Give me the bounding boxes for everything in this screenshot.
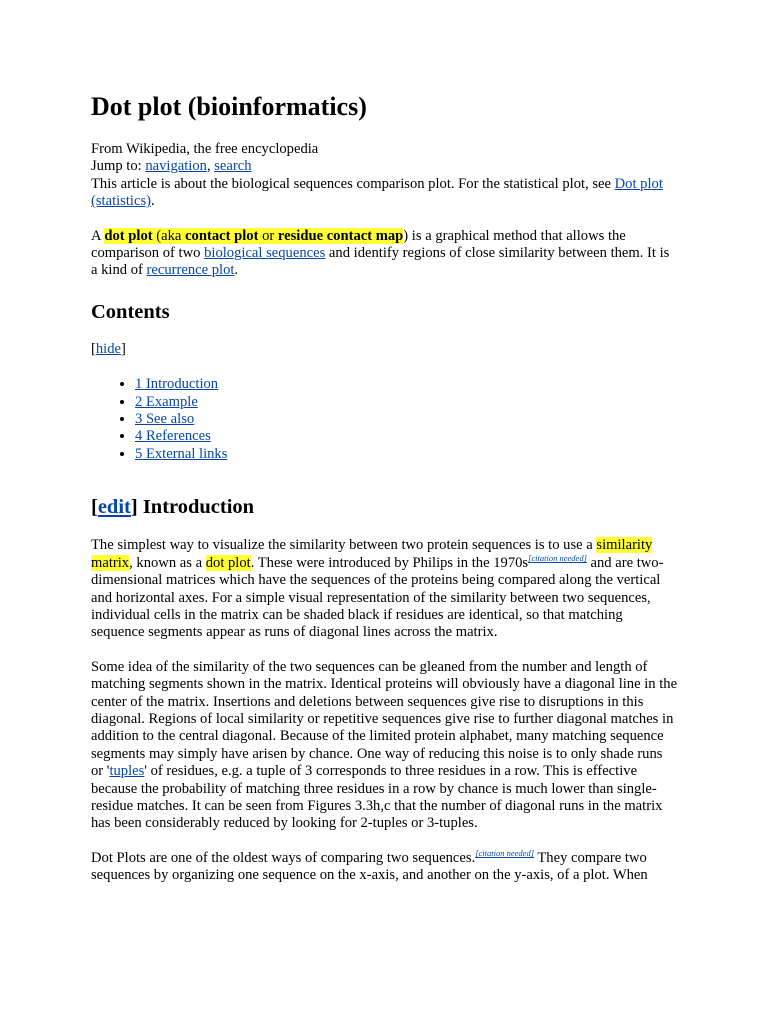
citation-needed-link-2[interactable]: [citation needed] [475, 847, 534, 858]
citation-needed-link[interactable]: [citation needed] [528, 552, 587, 563]
toc-link-example[interactable]: 2 Example [135, 393, 198, 410]
toc-list [91, 376, 678, 463]
toc-link-external-links[interactable]: 5 External links [135, 445, 228, 462]
term-similarity-matrix: similarity matrix [91, 537, 653, 571]
section-heading-introduction: [edit] Introduction [91, 496, 255, 519]
biological-sequences-link[interactable]: biological sequences [204, 245, 326, 262]
recurrence-plot-link[interactable]: recurrence plot [146, 262, 235, 279]
contents-title: Contents [91, 300, 170, 323]
navigation-link[interactable]: navigation [145, 158, 207, 175]
hide-link[interactable]: hide [95, 340, 122, 357]
toc-link-see-also[interactable]: 3 See also [135, 411, 195, 428]
intro-paragraph: A dot plot (aka contact plot or residue contact map) is a graphical method that allows the comparison of two biological sequences and identify regions of close similarity between them. It is a kind of recurrence plot. [91, 227, 670, 279]
intro-paragraph-3: Dot Plots are one of the oldest ways of comparing two sequences.[citation needed] They compare two sequences by organizing one sequence on the x-axis, and another on the y-axis, of a plot. When [91, 847, 648, 884]
term-contact-plot: contact plot [185, 227, 259, 244]
toc-item [135, 411, 678, 428]
term-residue-contact-map: residue contact map [277, 227, 404, 244]
site-sub: From Wikipedia, the free encyclopedia [91, 141, 319, 157]
intro-paragraph-1: The simplest way to visualize the similarity between two protein sequences is to use a similarity matrix, known as a dot plot. These were introduced by Philips in the 1970s[citation needed] and are two-dimensional matrices which have the sequences of the proteins being compared along the vertical and horizontal axes. For a simple visual representation of the similarity between two sequences, individual cells in the matrix can be shaded black if residues are identical, so that matching sequence segments appear as runs of diagonal lines across the matrix. [91, 537, 664, 641]
tuples-link[interactable]: tuples [109, 763, 145, 780]
term-dot-plot: dot plot [104, 227, 153, 244]
jump-links: Jump to: navigation, search [91, 158, 252, 175]
toc-toggle: [hide] [91, 340, 126, 357]
intro-paragraph-2: Some idea of the similarity of the two sequences can be gleaned from the number and length of matching segments shown in the matrix. Identical proteins will obviously have a diagonal line in the center of the matrix. Insertions and deletions between sequences give rise to disruptions in this diagonal. Regions of local similarity or repetitive sequences give rise to further diagonal matches in addition to the central diagonal. Because of the limited protein alphabet, many matching sequence segments may simply have arisen by chance. One way of reducing this noise is to only shade runs or 'tuples' of residues, e.g. a tuple of 3 corresponds to three residues in a row. This is effective because the probability of matching three residues in a row by chance is much lower than single-residue matches. It can be seen from Figures 3.3h,c that the number of diagonal runs in the matrix has been considerably reduced by looking for 2-tuples or 3-tuples. [91, 658, 678, 832]
toc-item [135, 428, 678, 445]
toc-link-references[interactable]: 4 References [135, 428, 211, 445]
toc-item [135, 376, 678, 393]
toc-link-introduction[interactable]: 1 Introduction [135, 376, 219, 393]
edit-link[interactable]: edit [97, 496, 131, 519]
search-link[interactable]: search [214, 158, 252, 175]
toc-item [135, 446, 678, 463]
dot-plot-statistics-link[interactable]: Dot plot (statistics) [91, 175, 663, 210]
hatnote: This article is about the biological sequences comparison plot. For the statistical plot, see Dot plot (statistics). [91, 175, 663, 210]
term-dot-plot-2: dot plot [205, 554, 251, 571]
page-title: Dot plot (bioinformatics) [91, 92, 367, 121]
toc-item [135, 394, 678, 411]
